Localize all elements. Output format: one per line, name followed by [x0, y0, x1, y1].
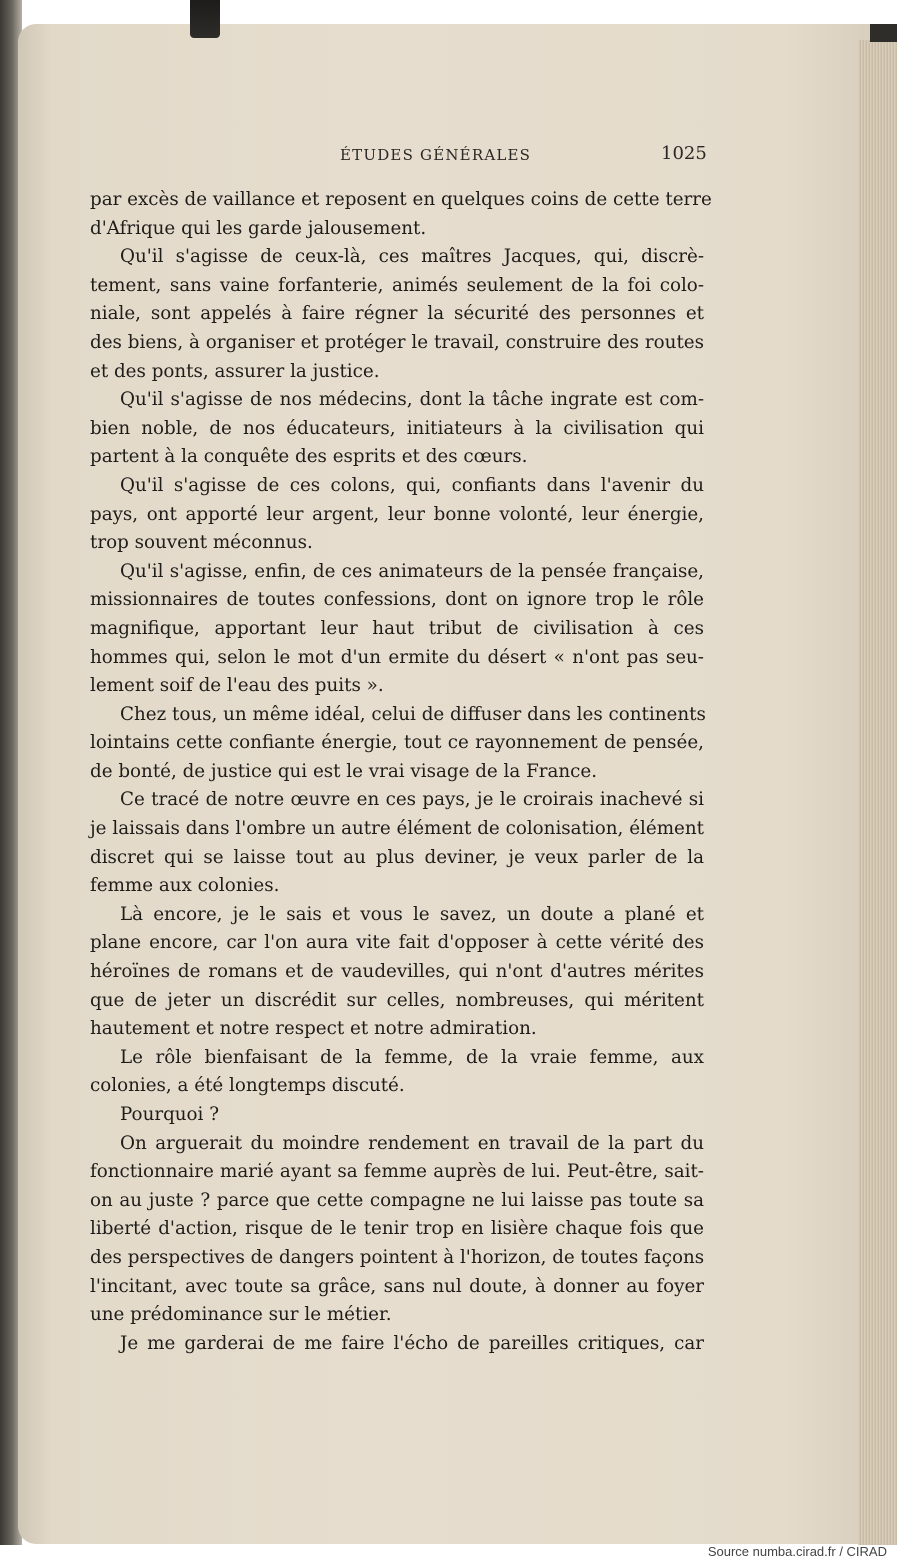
text-line: Chez tous, un même idéal, celui de diffuser dans les continents [120, 703, 706, 725]
text-line: Je me garderai de me faire l'écho de pareilles critiques, car [120, 1332, 704, 1354]
text-line: des perspectives de dangers pointent à l'horizon, de toutes façons [90, 1246, 705, 1268]
text-line: Qu'il s'agisse de ceux-là, ces maîtres Jacques, qui, discrè- [120, 246, 704, 268]
text-line: et des ponts, assurer la justice. [90, 360, 380, 382]
text-line: plane encore, car l'on aura vite fait d'opposer à cette vérité des [90, 932, 704, 954]
page-number: 1025 [661, 143, 707, 164]
text-line: Qu'il s'agisse de ces colons, qui, confiants dans l'avenir du [120, 474, 704, 496]
text-line: tement, sans vaine forfanterie, animés seulement de la foi colo- [90, 274, 704, 296]
book-cover-corner [870, 24, 897, 42]
text-line: Qu'il s'agisse, enfin, de ces animateurs de la pensée française, [120, 560, 704, 582]
text-line: hommes qui, selon le mot d'un ermite du désert « n'ont pas seu- [90, 646, 704, 668]
text-line: Pourquoi ? [120, 1104, 220, 1125]
text-line: discret qui se laisse tout au plus deviner, je veux parler de la [90, 846, 704, 868]
text-line: Qu'il s'agisse de nos médecins, dont la tâche ingrate est com- [120, 389, 704, 411]
text-line: Là encore, je le sais et vous le savez, un doute a plané et [120, 903, 704, 925]
text-line: que de jeter un discrédit sur celles, nombreuses, qui méritent [90, 989, 704, 1011]
text-line: magnifique, apportant leur haut tribut de civilisation à ces [90, 617, 704, 639]
source-credit: Source numba.cirad.fr / CIRAD [707, 1544, 887, 1559]
text-line: bien noble, de nos éducateurs, initiateurs à la civilisation qui [90, 417, 704, 439]
text-line: missionnaires de toutes confessions, dont on ignore trop le rôle [90, 589, 704, 611]
bookmark-ribbon [190, 0, 220, 38]
text-line: par excès de vaillance et reposent en quelques coins de cette terre [90, 189, 712, 210]
text-line: liberté d'action, risque de le tenir trop en lisière chaque fois que [90, 1218, 704, 1240]
text-line: je laissais dans l'ombre un autre élément de colonisation, élément [90, 818, 704, 840]
text-line: une prédominance sur le métier. [90, 1304, 392, 1326]
text-line: pays, ont apporté leur argent, leur bonne volonté, leur énergie, [90, 503, 704, 525]
running-head: ÉTUDES GÉNÉRALES [340, 146, 532, 164]
text-line: hautement et notre respect et notre admiration. [90, 1018, 537, 1040]
text-line: de bonté, de justice qui est le vrai visage de la France. [90, 760, 598, 782]
text-line: Le rôle bienfaisant de la femme, de la vraie femme, aux [120, 1046, 704, 1068]
text-line: trop souvent méconnus. [90, 532, 313, 554]
text-line: des biens, à organiser et protéger le travail, construire des routes [90, 331, 704, 353]
body-text [90, 186, 712, 1358]
text-line: lointains cette confiante énergie, tout ce rayonnement de pensée, [90, 732, 704, 754]
text-line: d'Afrique qui les garde jalousement. [90, 217, 427, 239]
text-line: héroïnes de romans et de vaudevilles, qui n'ont d'autres mérites [90, 961, 704, 983]
text-line: on au juste ? parce que cette compagne ne lui laisse pas toute sa [90, 1189, 704, 1211]
text-line: lement soif de l'eau des puits ». [90, 675, 384, 697]
text-line: On arguerait du moindre rendement en travail de la part du [120, 1132, 704, 1154]
text-line: fonctionnaire marié ayant sa femme auprès de lui. Peut-être, sait- [90, 1161, 704, 1183]
text-line: femme aux colonies. [90, 875, 280, 897]
text-line: l'incitant, avec toute sa grâce, sans nul doute, à donner au foyer [90, 1275, 704, 1297]
text-line: partent à la conquête des esprits et des cœurs. [90, 446, 528, 468]
text-line: Ce tracé de notre œuvre en ces pays, je le croirais inachevé si [120, 789, 704, 811]
text-line: colonies, a été longtemps discuté. [90, 1075, 405, 1097]
text-line: niale, sont appelés à faire régner la sécurité des personnes et [90, 303, 704, 325]
page-edges [858, 40, 897, 1545]
